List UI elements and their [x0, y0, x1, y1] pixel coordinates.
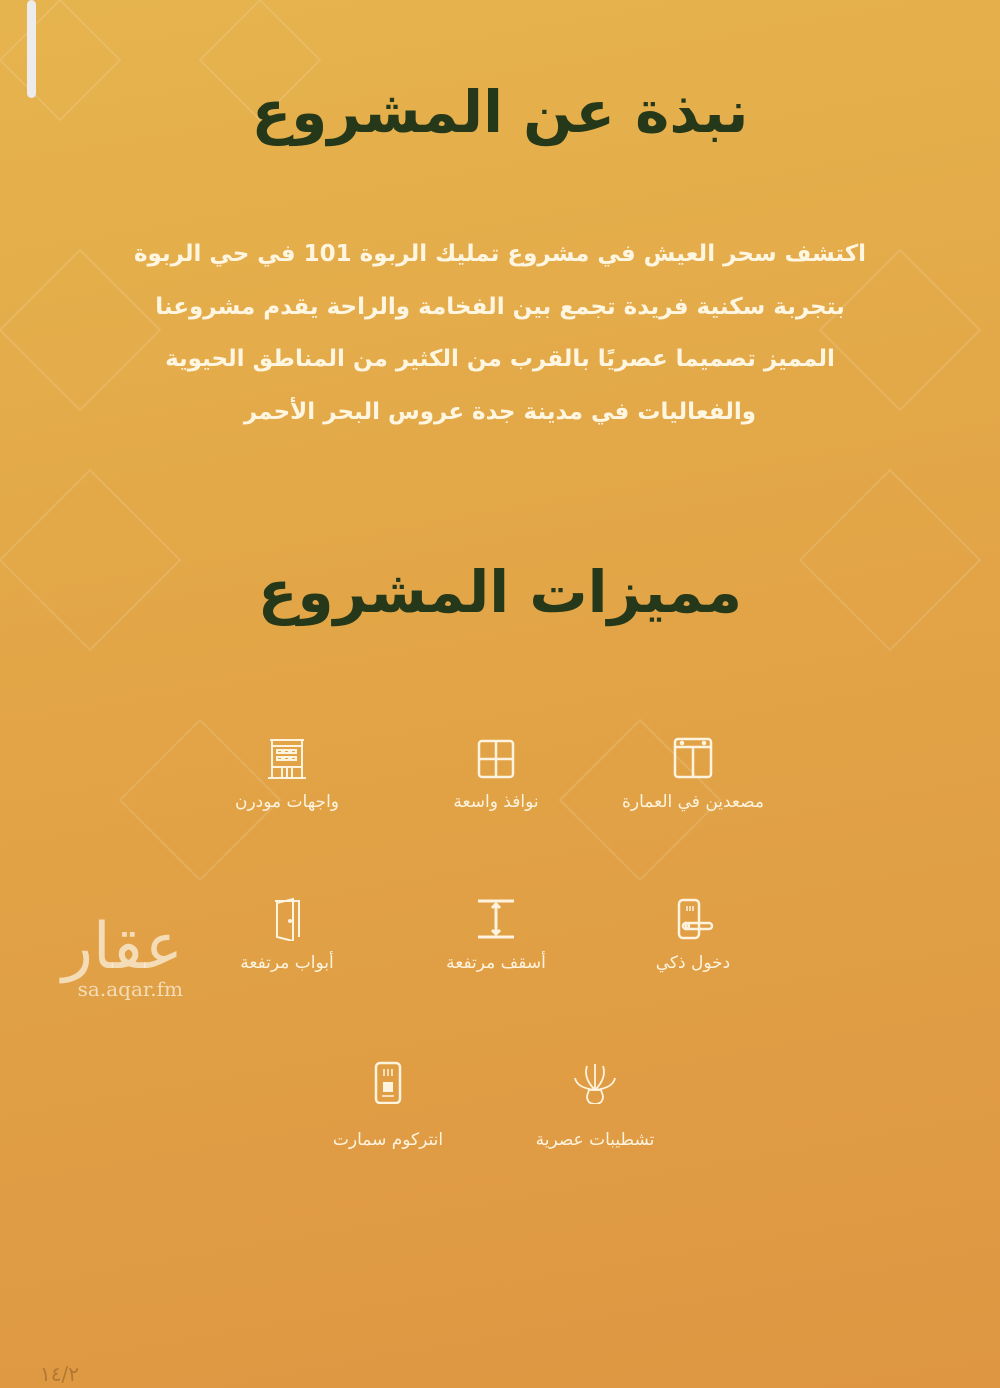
feature-item [177, 897, 397, 973]
feature-label: دخول ذكي [655, 953, 731, 973]
smart-lock-icon [671, 897, 715, 941]
about-title: نبذة عن المشروع [251, 78, 749, 146]
feature-item [386, 736, 606, 812]
feature-item [583, 897, 803, 973]
about-line: المميز تصميما عصريًا بالقرب من الكثير من المناطق الحيوية [165, 346, 835, 372]
ceiling-height-icon [474, 897, 518, 941]
plant-icon [573, 1060, 617, 1104]
feature-item [583, 736, 803, 812]
feature-item [485, 1060, 705, 1150]
watermark-url: sa.aqar.fm [77, 977, 183, 1001]
about-line: والفعاليات في مدينة جدة عروس البحر الأحمر [243, 398, 757, 425]
feature-label: نوافذ واسعة [453, 792, 539, 812]
feature-item [278, 1060, 498, 1150]
door-icon [265, 897, 309, 941]
features-title: مميزات المشروع [257, 558, 743, 626]
building-icon [265, 736, 309, 780]
feature-label: أبواب مرتفعة [240, 953, 334, 973]
page-number: ١٤/٢ [40, 1362, 79, 1386]
intercom-icon [366, 1060, 410, 1104]
watermark-logo: عقار [62, 910, 183, 984]
about-line: بتجربة سكنية فريدة تجمع بين الفخامة والراحة يقدم مشروعنا [155, 293, 845, 320]
feature-label: واجهات مودرن [234, 792, 340, 812]
elevator-icon [671, 736, 715, 780]
feature-label: انتركوم سمارت [332, 1130, 444, 1150]
feature-item [386, 897, 606, 973]
window-icon [474, 736, 518, 780]
feature-item [177, 736, 397, 812]
about-line: اكتشف سحر العيش في مشروع تمليك الربوة 101 في حي الربوة [133, 241, 867, 267]
aqar-watermark [62, 910, 183, 1001]
feature-label: أسقف مرتفعة [446, 953, 546, 973]
feature-label: تشطيبات عصرية [535, 1130, 655, 1150]
feature-label: مصعدين في العمارة [622, 792, 764, 812]
about-paragraph [100, 228, 900, 438]
